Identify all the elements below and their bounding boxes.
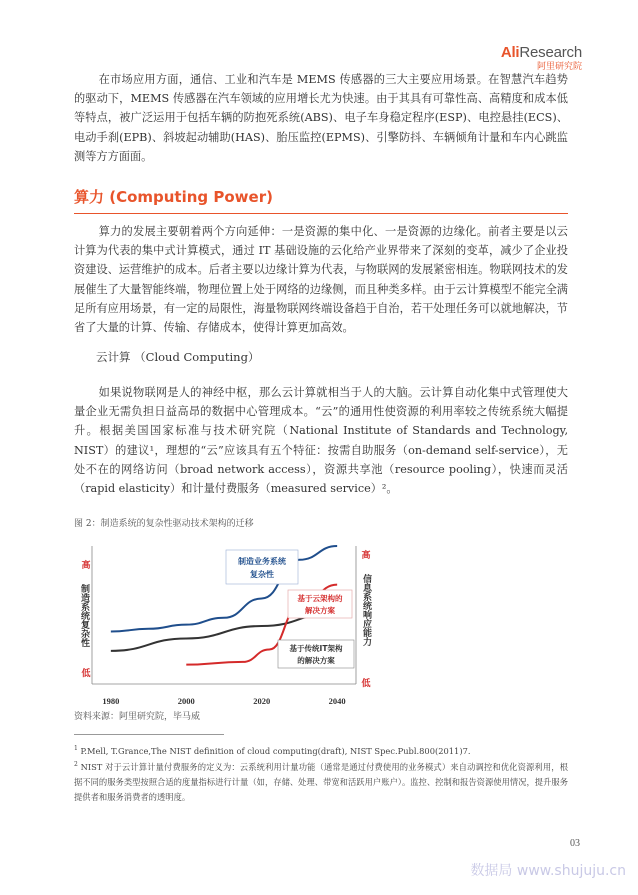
- series-label-traditional-line1: 基于传统IT架构: [289, 644, 343, 653]
- subhead-cloud-computing: 云计算 （Cloud Computing）: [96, 350, 260, 364]
- paragraph-cloud: [74, 383, 568, 498]
- left-axis-label: 制造系统复杂性: [79, 584, 89, 647]
- footnote-1-number: 1: [74, 745, 78, 752]
- x-tick-label-3: 2040: [328, 696, 346, 706]
- left-axis-low: 低: [81, 669, 91, 679]
- logo-research: Research: [519, 44, 582, 61]
- figure-caption: 图 2：制造系统的复杂性驱动技术架构的迁移: [74, 519, 254, 529]
- page-number: 03: [570, 838, 580, 849]
- right-axis-label: 信息系统响应能力: [361, 574, 371, 646]
- logo-ali: Ali: [500, 44, 520, 61]
- series-label-cloud-line2: 解决方案: [305, 606, 335, 615]
- series-label-traditional-line2: 的解决方案: [297, 656, 335, 665]
- x-tick-label-1: 2000: [177, 696, 195, 706]
- paragraph-mems: [74, 70, 568, 166]
- right-axis-low: 低: [361, 679, 371, 689]
- left-axis-high: 高: [81, 561, 91, 571]
- logo-sub: 阿里研究院: [536, 62, 582, 72]
- footnote-2-text: NIST 对于云计算计量付费服务的定义为：云系统利用计量功能（通常是通过付费使用的业务模式）来自动调控和优化资源利用，根据不同的服务类型按照合适的度量指标进行计量（如，存储、处理、带宽和活跃用户账户）。监控、控制和报告资源使用情况，提升服务提供者和服务消费者的透明度。: [74, 761, 568, 802]
- footnote-divider: [74, 734, 224, 735]
- footnote-2: [74, 757, 568, 805]
- paragraph-computing-text: 算力的发展主要朝着两个方向延伸：一是资源的集中化、一是资源的边缘化。前者主要是以云计算为代表的集中式计算模式，通过 IT 基础设施的云化给产业界带来了深刻的变革，减少了企业投资建设、运营维护的成本。后者主要以边缘计算为代表，与物联网的发展紧密相连。物联网技术的发展催生了大量智能终端，物理位置上处于网络的边缘侧，而且种类多样。由于云计算模型不能完全满足所有应用场景，有一定的局限性，海量物联网终端设备趋于自治，若干处理任务可以就地解决，节省了大量的计算、传输、存储成本，使得计算更加高效。: [74, 225, 568, 335]
- series-label-business-line1: 制造业务系统: [238, 557, 286, 566]
- section-title: [74, 186, 568, 214]
- figure-chart: [70, 536, 390, 711]
- right-axis-high: 高: [361, 551, 371, 561]
- series-label-cloud-line1: 基于云架构的: [297, 594, 343, 603]
- footnote-2-number: 2: [74, 761, 78, 768]
- paragraph-computing: [74, 222, 568, 337]
- x-tick-label-2: 2020: [253, 696, 271, 706]
- section-title-text: 算力 (Computing Power): [74, 188, 273, 206]
- footnote-1-text: P.Mell, T.Grance,The NIST definition of cloud computing(draft), NIST Spec.Publ.800(2011)7.: [77, 745, 471, 756]
- chart-svg: [70, 536, 390, 711]
- paragraph-mems-text: 在市场应用方面，通信、工业和汽车是 MEMS 传感器的三大主要应用场景。在智慧汽车趋势的驱动下，MEMS 传感器在汽车领域的应用增长尤为快速。由于其具有可靠性高、高精度和成本低等特点，被广泛运用于包括车辆的防抱死系统(ABS)、电子车身稳定程序(ESP)、电控悬挂(ECS)、电动手刹(EPB)、斜坡起动辅助(HAS)、胎压监控(EPMS)、引擎防抖、车辆倾角计量和车内心跳监测等方方面面。: [74, 73, 568, 163]
- x-tick-label-0: 1980: [102, 696, 120, 706]
- alliresearch-logo: [501, 44, 582, 72]
- figure-source: 资料来源：阿里研究院，毕马威: [74, 712, 201, 722]
- paragraph-cloud-text: 如果说物联网是人的神经中枢，那么云计算就相当于人的大脑。云计算自动化集中式管理使大量企业无需负担日益高昂的数据中心管理成本。“云”的通用性使资源的利用率较之传统系统大幅提升。根据美国国家标准与技术研究院（National Institute of Standards and Technology, NIST）的建议¹，理想的“云”应该具有五个特征：按需自助服务（on-demand self-service），无处不在的网络访问（broad network access），资源共享池（resource pooling），快速而灵活（rapid elasticity）和计量付费服务（measured service）²。: [74, 386, 568, 496]
- series-label-business-line2: 复杂性: [250, 570, 274, 579]
- watermark-text: 数据局 www.shujuju.cn: [470, 863, 626, 879]
